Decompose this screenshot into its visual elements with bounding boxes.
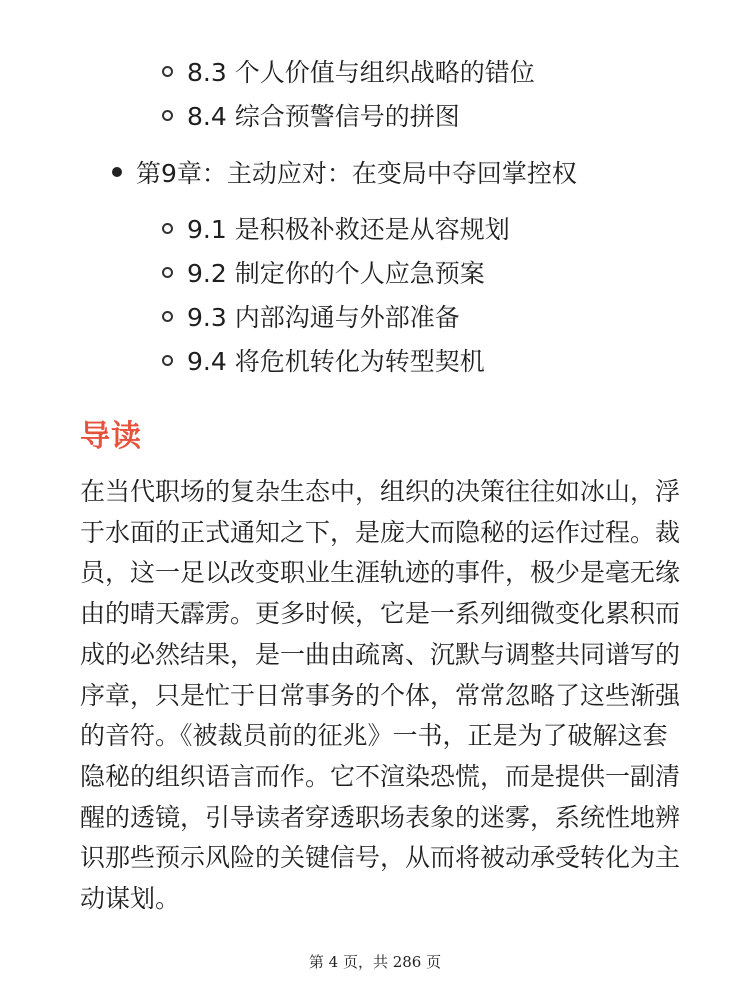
toc-item-label: 8.3 个人价值与组织战略的错位 <box>187 58 535 87</box>
toc-item-label: 9.2 制定你的个人应急预案 <box>187 259 485 288</box>
toc-item-label: 9.4 将危机转化为转型契机 <box>187 347 485 376</box>
toc-item-9-2[interactable] <box>162 252 485 292</box>
hollow-circle-bullet-icon <box>162 267 173 278</box>
page-number-footer: 第 4 页，共 286 页 <box>308 953 442 971</box>
hollow-circle-bullet-icon <box>162 223 173 234</box>
hollow-circle-bullet-icon <box>162 355 173 366</box>
filled-circle-bullet-icon <box>112 167 122 177</box>
toc-item-9-3[interactable] <box>162 296 460 336</box>
toc-chapter-label: 第9章：主动应对：在变局中夺回掌控权 <box>136 159 577 188</box>
toc-item-9-4[interactable] <box>162 340 485 380</box>
hollow-circle-bullet-icon <box>162 311 173 322</box>
toc-chapter-9[interactable] <box>112 151 577 193</box>
toc-item-label: 9.3 内部沟通与外部准备 <box>187 303 460 332</box>
hollow-circle-bullet-icon <box>162 66 173 77</box>
hollow-circle-bullet-icon <box>162 110 173 121</box>
toc-item-8-4[interactable] <box>162 95 460 135</box>
intro-paragraph: 在当代职场的复杂生态中，组织的决策往往如冰山，浮于水面的正式通知之下，是庞大而隐秘的运作过程。裁员，这一足以改变职业生涯轨迹的事件，极少是毫无缘由的晴天霹雳。更多时候，它是一系列细微变化累积而成的必然结果，是一曲由疏离、沉默与调整共同谱写的序章，只是忙于日常事务的个体，常常忽略了这些渐强的音符。《被裁员前的征兆》一书，正是为了破解这套隐秘的组织语言而作。它不渲染恐慌，而是提供一副清醒的透镜，引导读者穿透职场表象的迷雾，系统性地辨识那些预示风险的关键信号，从而将被动承受转化为主动谋划。 <box>80 477 681 914</box>
toc-item-label: 8.4 综合预警信号的拼图 <box>187 102 460 131</box>
toc-item-8-3[interactable] <box>162 51 535 91</box>
toc-item-label: 9.1 是积极补救还是从容规划 <box>187 215 510 244</box>
intro-heading: 导读 <box>80 419 142 454</box>
toc-item-9-1[interactable] <box>162 208 510 248</box>
